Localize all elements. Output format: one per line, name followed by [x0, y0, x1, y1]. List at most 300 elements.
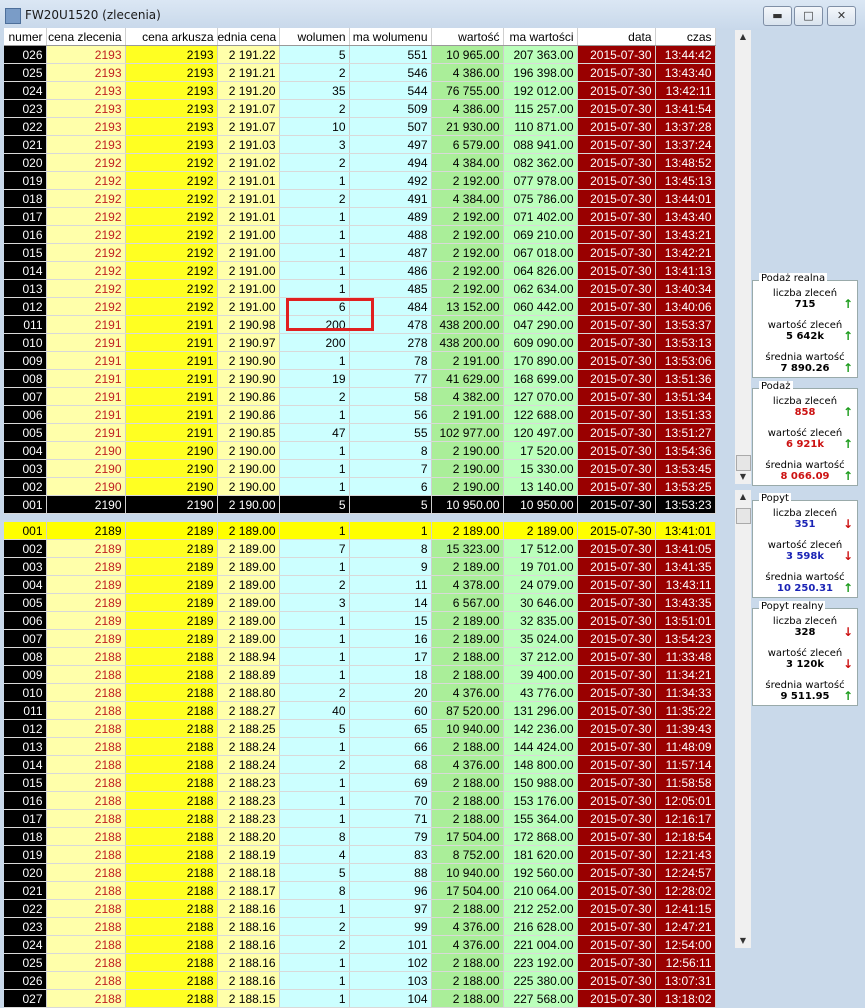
table-row[interactable] [4, 208, 715, 226]
table-cell: 2 188.80 [217, 684, 279, 702]
table-row[interactable] [4, 100, 715, 118]
table-cell: 020 [4, 154, 46, 172]
table-cell: 2 190.00 [217, 442, 279, 460]
table-cell: 13:51:34 [655, 388, 715, 406]
table-cell: 019 [4, 172, 46, 190]
table-cell: 55 [349, 424, 431, 442]
table-row[interactable] [4, 792, 715, 810]
table-row[interactable] [4, 774, 715, 792]
table-cell: 1 [279, 522, 349, 540]
table-row[interactable] [4, 172, 715, 190]
table-cell: 2015-07-30 [577, 846, 655, 864]
title-bar [0, 0, 865, 30]
table-row[interactable] [4, 846, 715, 864]
panel-podaz [752, 381, 858, 486]
table-cell: 2015-07-30 [577, 406, 655, 424]
table-cell: 200 [279, 334, 349, 352]
table-cell: 025 [4, 954, 46, 972]
table-row[interactable] [4, 972, 715, 990]
table-cell: 13:53:37 [655, 316, 715, 334]
table-cell: 13:51:36 [655, 370, 715, 388]
table-cell: 2191 [46, 352, 125, 370]
table-row[interactable] [4, 496, 715, 514]
table-row[interactable] [4, 64, 715, 82]
table-cell: 4 376.00 [431, 918, 503, 936]
table-cell: 2193 [46, 82, 125, 100]
table-row[interactable] [4, 226, 715, 244]
table-cell: 68 [349, 756, 431, 774]
table-cell: 8 [279, 882, 349, 900]
table-cell: 1 [279, 352, 349, 370]
buy-scrollbar[interactable] [735, 490, 751, 948]
column-header[interactable]: czas [655, 28, 715, 46]
table-cell: 11:34:21 [655, 666, 715, 684]
table-cell: 2015-07-30 [577, 522, 655, 540]
column-header[interactable]: wolumen [279, 28, 349, 46]
stat-label: wartość zleceń [767, 428, 843, 439]
table-cell: 115 257.00 [503, 100, 577, 118]
table-cell: 2015-07-30 [577, 972, 655, 990]
table-cell: 13:54:36 [655, 442, 715, 460]
table-cell: 026 [4, 972, 46, 990]
table-row[interactable] [4, 370, 715, 388]
table-cell: 2190 [46, 442, 125, 460]
table-cell: 016 [4, 792, 46, 810]
table-cell: 013 [4, 738, 46, 756]
table-cell: 2192 [46, 154, 125, 172]
table-cell: 2015-07-30 [577, 612, 655, 630]
stat-value: 328 [794, 627, 816, 638]
table-cell: 1 [279, 244, 349, 262]
table-cell: 2 188.94 [217, 648, 279, 666]
table-cell: 155 364.00 [503, 810, 577, 828]
table-cell: 2 192.00 [431, 208, 503, 226]
table-cell: 15 323.00 [431, 540, 503, 558]
table-cell: 13:45:13 [655, 172, 715, 190]
table-cell: 4 376.00 [431, 756, 503, 774]
table-row[interactable] [4, 594, 715, 612]
table-row[interactable] [4, 190, 715, 208]
table-cell: 2193 [46, 118, 125, 136]
table-cell: 32 835.00 [503, 612, 577, 630]
table-cell: 41 629.00 [431, 370, 503, 388]
table-cell: 6 567.00 [431, 594, 503, 612]
table-cell: 2 190.00 [217, 478, 279, 496]
table-cell: 2015-07-30 [577, 792, 655, 810]
sell-orders-table [4, 28, 716, 514]
table-cell: 19 [279, 370, 349, 388]
table-cell: 11:33:48 [655, 648, 715, 666]
table-cell: 2188 [46, 738, 125, 756]
table-row[interactable] [4, 756, 715, 774]
table-cell: 004 [4, 576, 46, 594]
maximize-button[interactable]: □ [794, 6, 823, 26]
table-cell: 2 190.90 [217, 352, 279, 370]
table-cell: 2188 [125, 684, 217, 702]
table-cell: 1 [279, 172, 349, 190]
table-cell: 2192 [46, 226, 125, 244]
table-cell: 494 [349, 154, 431, 172]
table-cell: 2015-07-30 [577, 46, 655, 64]
table-cell: 2 192.00 [431, 244, 503, 262]
column-header[interactable]: wartość [431, 28, 503, 46]
scroll-up-arrow-icon[interactable]: ▲ [739, 32, 747, 41]
table-row[interactable] [4, 388, 715, 406]
table-cell: 12:47:21 [655, 918, 715, 936]
table-row[interactable] [4, 406, 715, 424]
table-cell: 2189 [125, 594, 217, 612]
table-row[interactable] [4, 936, 715, 954]
table-cell: 2193 [125, 82, 217, 100]
table-cell: 2188 [125, 648, 217, 666]
table-cell: 2 189.00 [217, 594, 279, 612]
table-cell: 2015-07-30 [577, 702, 655, 720]
table-cell: 2015-07-30 [577, 540, 655, 558]
table-cell: 1 [279, 954, 349, 972]
table-cell: 148 800.00 [503, 756, 577, 774]
table-cell: 1 [279, 648, 349, 666]
table-cell: 2188 [125, 828, 217, 846]
table-cell: 3 [279, 594, 349, 612]
table-cell: 010 [4, 684, 46, 702]
table-cell: 2188 [46, 864, 125, 882]
stat-value: 9 511.95 [780, 691, 830, 702]
table-cell: 009 [4, 352, 46, 370]
scroll-down-arrow-icon[interactable]: ▼ [739, 936, 747, 945]
table-cell: 047 290.00 [503, 316, 577, 334]
table-cell: 011 [4, 702, 46, 720]
table-cell: 2 192.00 [431, 226, 503, 244]
table-cell: 2188 [46, 684, 125, 702]
table-cell: 016 [4, 226, 46, 244]
stat-value: 8 066.09 [780, 471, 830, 482]
table-row[interactable] [4, 244, 715, 262]
table-cell: 13:54:23 [655, 630, 715, 648]
table-cell: 10 [279, 118, 349, 136]
table-row[interactable] [4, 262, 715, 280]
table-cell: 2192 [46, 280, 125, 298]
table-cell: 2188 [125, 882, 217, 900]
table-cell: 2 191.00 [431, 352, 503, 370]
table-cell: 8 [349, 540, 431, 558]
table-cell: 12:18:54 [655, 828, 715, 846]
table-cell: 24 079.00 [503, 576, 577, 594]
table-cell: 2015-07-30 [577, 936, 655, 954]
table-cell: 2 191.21 [217, 64, 279, 82]
table-cell: 2 190.00 [431, 478, 503, 496]
table-cell: 6 579.00 [431, 136, 503, 154]
table-row[interactable] [4, 738, 715, 756]
table-row[interactable] [4, 720, 715, 738]
column-header[interactable]: ednia cena [217, 28, 279, 46]
table-cell: 018 [4, 828, 46, 846]
stat-item [753, 317, 857, 349]
table-cell: 2 188.24 [217, 738, 279, 756]
table-row[interactable] [4, 630, 715, 648]
table-cell: 020 [4, 864, 46, 882]
table-cell: 2192 [125, 190, 217, 208]
table-cell: 212 252.00 [503, 900, 577, 918]
panel-title: Podaż [761, 381, 791, 392]
table-row[interactable] [4, 882, 715, 900]
table-cell: 110 871.00 [503, 118, 577, 136]
table-cell: 2192 [125, 244, 217, 262]
table-cell: 2 188.00 [431, 900, 503, 918]
table-cell: 2 190.86 [217, 388, 279, 406]
table-cell: 2188 [125, 666, 217, 684]
table-cell: 2 191.01 [217, 208, 279, 226]
table-cell: 78 [349, 352, 431, 370]
table-cell: 131 296.00 [503, 702, 577, 720]
table-cell: 005 [4, 424, 46, 442]
table-cell: 2193 [46, 64, 125, 82]
table-cell: 18 [349, 666, 431, 684]
column-header[interactable]: cena arkusza [125, 28, 217, 46]
table-cell: 2189 [46, 522, 125, 540]
table-cell: 2 192.00 [431, 280, 503, 298]
table-cell: 11:48:09 [655, 738, 715, 756]
table-cell: 13 140.00 [503, 478, 577, 496]
table-cell: 13:53:13 [655, 334, 715, 352]
table-cell: 2192 [46, 262, 125, 280]
app-icon [5, 8, 21, 24]
table-cell: 2 188.15 [217, 990, 279, 1008]
stat-item [753, 425, 857, 457]
table-row[interactable] [4, 540, 715, 558]
table-cell: 2 191.03 [217, 136, 279, 154]
table-cell: 2 188.24 [217, 756, 279, 774]
sell-scrollbar[interactable] [735, 30, 751, 484]
scroll-thumb[interactable] [736, 455, 751, 471]
table-cell: 1 [279, 442, 349, 460]
table-cell: 1 [279, 558, 349, 576]
table-cell: 2015-07-30 [577, 262, 655, 280]
table-cell: 001 [4, 496, 46, 514]
table-cell: 2015-07-30 [577, 720, 655, 738]
table-cell: 13:43:40 [655, 64, 715, 82]
table-cell: 2193 [125, 100, 217, 118]
column-header[interactable]: numer [4, 28, 46, 46]
table-cell: 11:34:33 [655, 684, 715, 702]
table-cell: 2188 [46, 666, 125, 684]
column-header[interactable]: ma wolumenu [349, 28, 431, 46]
column-header-row [4, 28, 715, 46]
table-cell: 2192 [46, 298, 125, 316]
table-cell: 1 [279, 612, 349, 630]
table-cell: 2188 [46, 972, 125, 990]
table-cell: 002 [4, 540, 46, 558]
scroll-down-arrow-icon[interactable]: ▼ [739, 472, 747, 481]
table-cell: 2015-07-30 [577, 244, 655, 262]
table-cell: 2015-07-30 [577, 226, 655, 244]
table-row[interactable] [4, 424, 715, 442]
stat-label: liczba zleceń [772, 288, 838, 299]
table-cell: 2189 [46, 594, 125, 612]
table-cell: 127 070.00 [503, 388, 577, 406]
table-cell: 2 190.97 [217, 334, 279, 352]
table-cell: 12:24:57 [655, 864, 715, 882]
table-cell: 007 [4, 630, 46, 648]
table-cell: 2 192.00 [431, 172, 503, 190]
scroll-up-arrow-icon[interactable]: ▲ [739, 492, 747, 501]
table-row[interactable] [4, 702, 715, 720]
arrow-up-icon: ↑ [842, 689, 853, 703]
table-cell: 2188 [46, 990, 125, 1008]
stat-label: liczba zleceń [772, 396, 838, 407]
table-cell: 10 965.00 [431, 46, 503, 64]
stat-label: średnia wartość [765, 352, 845, 363]
table-cell: 14 [349, 594, 431, 612]
table-row[interactable] [4, 82, 715, 100]
table-cell: 221 004.00 [503, 936, 577, 954]
column-header[interactable]: data [577, 28, 655, 46]
table-cell: 2 189.00 [217, 540, 279, 558]
table-row[interactable] [4, 864, 715, 882]
table-row[interactable] [4, 648, 715, 666]
table-cell: 1 [279, 972, 349, 990]
table-row[interactable] [4, 918, 715, 936]
table-cell: 5 [279, 720, 349, 738]
table-cell: 5 [279, 496, 349, 514]
table-cell: 8 [279, 828, 349, 846]
table-row[interactable] [4, 522, 715, 540]
table-cell: 1 [279, 810, 349, 828]
table-cell: 2189 [125, 558, 217, 576]
table-cell: 2 188.00 [431, 990, 503, 1008]
table-cell: 2192 [125, 262, 217, 280]
table-row[interactable] [4, 810, 715, 828]
table-row[interactable] [4, 558, 715, 576]
table-row[interactable] [4, 990, 715, 1008]
table-cell: 2015-07-30 [577, 828, 655, 846]
stat-value: 858 [794, 407, 816, 418]
table-cell: 2015-07-30 [577, 136, 655, 154]
table-cell: 1 [279, 666, 349, 684]
table-row[interactable] [4, 460, 715, 478]
table-cell: 144 424.00 [503, 738, 577, 756]
table-cell: 4 382.00 [431, 388, 503, 406]
table-cell: 015 [4, 774, 46, 792]
table-cell: 17 504.00 [431, 882, 503, 900]
table-cell: 12:28:02 [655, 882, 715, 900]
table-cell: 13:41:13 [655, 262, 715, 280]
table-cell: 19 701.00 [503, 558, 577, 576]
table-cell: 2 188.00 [431, 972, 503, 990]
table-row[interactable] [4, 900, 715, 918]
column-header[interactable]: cena zlecenia [46, 28, 125, 46]
table-row[interactable] [4, 352, 715, 370]
table-cell: 12:54:00 [655, 936, 715, 954]
table-cell: 017 [4, 208, 46, 226]
table-cell: 2188 [46, 882, 125, 900]
table-cell: 2 188.25 [217, 720, 279, 738]
stat-item [753, 677, 857, 709]
table-cell: 13:40:34 [655, 280, 715, 298]
table-cell: 21 930.00 [431, 118, 503, 136]
table-cell: 2015-07-30 [577, 388, 655, 406]
table-cell: 2 188.18 [217, 864, 279, 882]
table-cell: 2 191.00 [217, 262, 279, 280]
table-cell: 438 200.00 [431, 334, 503, 352]
table-cell: 210 064.00 [503, 882, 577, 900]
table-cell: 2 188.19 [217, 846, 279, 864]
table-row[interactable] [4, 684, 715, 702]
table-cell: 2015-07-30 [577, 882, 655, 900]
table-cell: 485 [349, 280, 431, 298]
table-row[interactable] [4, 576, 715, 594]
column-header[interactable]: ma wartości [503, 28, 577, 46]
table-cell: 2015-07-30 [577, 558, 655, 576]
table-row[interactable] [4, 442, 715, 460]
stat-item [753, 505, 857, 537]
table-cell: 2188 [125, 774, 217, 792]
table-row[interactable] [4, 954, 715, 972]
table-cell: 97 [349, 900, 431, 918]
table-row[interactable] [4, 666, 715, 684]
arrow-down-icon: ↓ [842, 517, 853, 531]
table-cell: 2015-07-30 [577, 118, 655, 136]
table-cell: 2 191.00 [217, 298, 279, 316]
table-row[interactable] [4, 334, 715, 352]
table-cell: 56 [349, 406, 431, 424]
minimize-button[interactable]: ▬ [763, 6, 792, 26]
table-cell: 207 363.00 [503, 46, 577, 64]
table-row[interactable] [4, 154, 715, 172]
table-row[interactable] [4, 612, 715, 630]
table-cell: 225 380.00 [503, 972, 577, 990]
table-cell: 2015-07-30 [577, 334, 655, 352]
table-row[interactable] [4, 118, 715, 136]
arrow-down-icon: ↓ [842, 549, 853, 563]
table-cell: 2188 [46, 954, 125, 972]
table-cell: 2188 [125, 846, 217, 864]
table-cell: 17 520.00 [503, 442, 577, 460]
table-cell: 2015-07-30 [577, 316, 655, 334]
table-cell: 79 [349, 828, 431, 846]
table-cell: 2188 [125, 810, 217, 828]
table-row[interactable] [4, 136, 715, 154]
table-cell: 35 024.00 [503, 630, 577, 648]
table-cell: 13:37:24 [655, 136, 715, 154]
table-row[interactable] [4, 280, 715, 298]
table-cell: 2189 [125, 522, 217, 540]
table-cell: 2 191.07 [217, 100, 279, 118]
stat-item [753, 569, 857, 601]
table-cell: 2188 [46, 918, 125, 936]
table-cell: 2015-07-30 [577, 478, 655, 496]
arrow-up-icon: ↑ [842, 437, 853, 451]
close-button[interactable]: ✕ [827, 6, 856, 26]
table-cell: 216 628.00 [503, 918, 577, 936]
table-cell: 35 [279, 82, 349, 100]
table-cell: 082 362.00 [503, 154, 577, 172]
table-cell: 2188 [46, 810, 125, 828]
table-cell: 2193 [125, 64, 217, 82]
table-cell: 077 978.00 [503, 172, 577, 190]
table-cell: 006 [4, 612, 46, 630]
table-cell: 4 378.00 [431, 576, 503, 594]
table-cell: 12:41:15 [655, 900, 715, 918]
table-cell: 2 191.20 [217, 82, 279, 100]
table-cell: 2188 [125, 936, 217, 954]
table-cell: 168 699.00 [503, 370, 577, 388]
table-row[interactable] [4, 478, 715, 496]
table-row[interactable] [4, 828, 715, 846]
table-row[interactable] [4, 46, 715, 64]
table-cell: 15 [349, 612, 431, 630]
scroll-thumb[interactable] [736, 508, 751, 524]
table-cell: 153 176.00 [503, 792, 577, 810]
